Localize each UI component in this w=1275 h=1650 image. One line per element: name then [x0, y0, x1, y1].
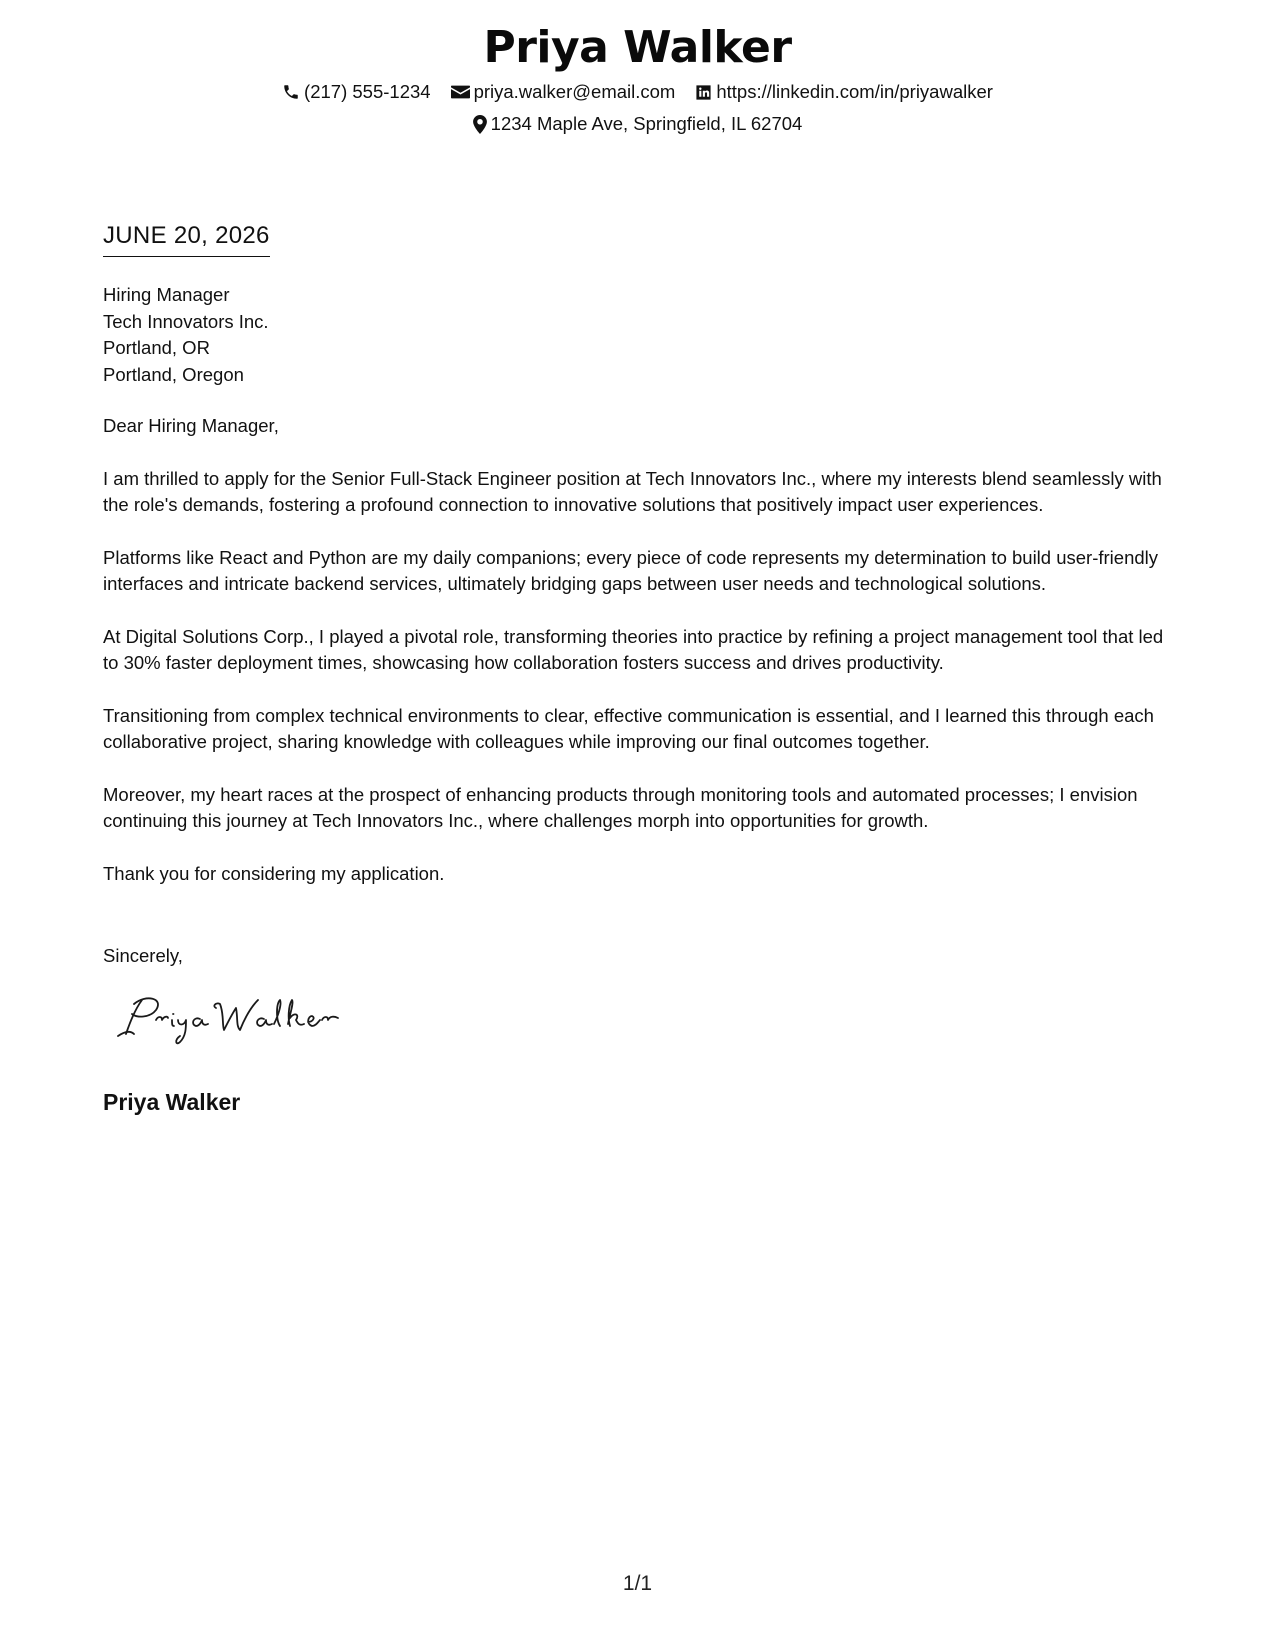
contact-email[interactable]	[451, 80, 676, 104]
handwritten-signature	[112, 990, 352, 1050]
recipient-region: Portland, Oregon	[103, 363, 244, 385]
closing-phrase: Sincerely,	[103, 945, 183, 966]
letter-body	[103, 413, 1173, 913]
signer-name: Priya Walker	[103, 1089, 241, 1115]
recipient-city: Portland, OR	[103, 337, 210, 358]
page-number: 1/1	[622, 1572, 653, 1595]
phone-number: (217) 555-1234	[304, 81, 431, 102]
letter-header	[0, 18, 1275, 136]
recipient-title: Hiring Manager	[103, 284, 230, 305]
recipient-company: Tech Innovators Inc.	[103, 310, 269, 332]
envelope-icon	[451, 84, 470, 100]
street-address: 1234 Maple Ave, Springfield, IL 62704	[490, 113, 803, 134]
phone-icon	[282, 83, 300, 101]
contact-info-row	[0, 80, 1275, 104]
applicant-name: Priya Walker	[483, 22, 792, 73]
recipient-block	[103, 282, 269, 388]
email-address[interactable]: priya.walker@email.com	[473, 81, 676, 102]
closing-paragraph: Thank you for considering my application.	[103, 862, 445, 884]
map-marker-icon	[473, 115, 487, 134]
body-paragraph: At Digital Solutions Corp., I played a pivotal role, transforming theories into practice by refining a project management tool that led to 30% faster deployment times, showcasing how collaboration fosters success and drives productivity.	[103, 625, 1164, 673]
body-paragraph: Moreover, my heart races at the prospect of enhancing products through monitoring tools and automated processes; I envision continuing this journey at Tech Innovators Inc., where challenges morph into opportunities for growth.	[103, 783, 1138, 831]
linkedin-url[interactable]: https://linkedin.com/in/priyawalker	[716, 81, 993, 102]
salutation: Dear Hiring Manager,	[103, 415, 279, 436]
contact-phone	[282, 80, 431, 104]
body-paragraph: Platforms like React and Python are my daily companions; every piece of code represents my determination to build user-friendly interfaces and intricate backend services, ultimately bridging gaps between user needs and technological solutions.	[103, 546, 1159, 594]
body-paragraph: I am thrilled to apply for the Senior Full-Stack Engineer position at Tech Innovators Inc., where my interests blend seamlessly with the role's demands, fostering a profound connection to innovative solutions that positively impact user experiences.	[103, 467, 1162, 515]
body-paragraph: Transitioning from complex technical environments to clear, effective communication is essential, and I learned this through each collaborative project, sharing knowledge with colleagues while improving our final outcomes together.	[103, 704, 1154, 752]
linkedin-icon	[695, 84, 712, 101]
letter-date-block	[103, 220, 270, 257]
address-row	[0, 112, 1275, 136]
contact-linkedin[interactable]	[695, 80, 993, 104]
contact-address	[473, 112, 803, 136]
letter-date: JUNE 20, 2026	[103, 220, 270, 257]
